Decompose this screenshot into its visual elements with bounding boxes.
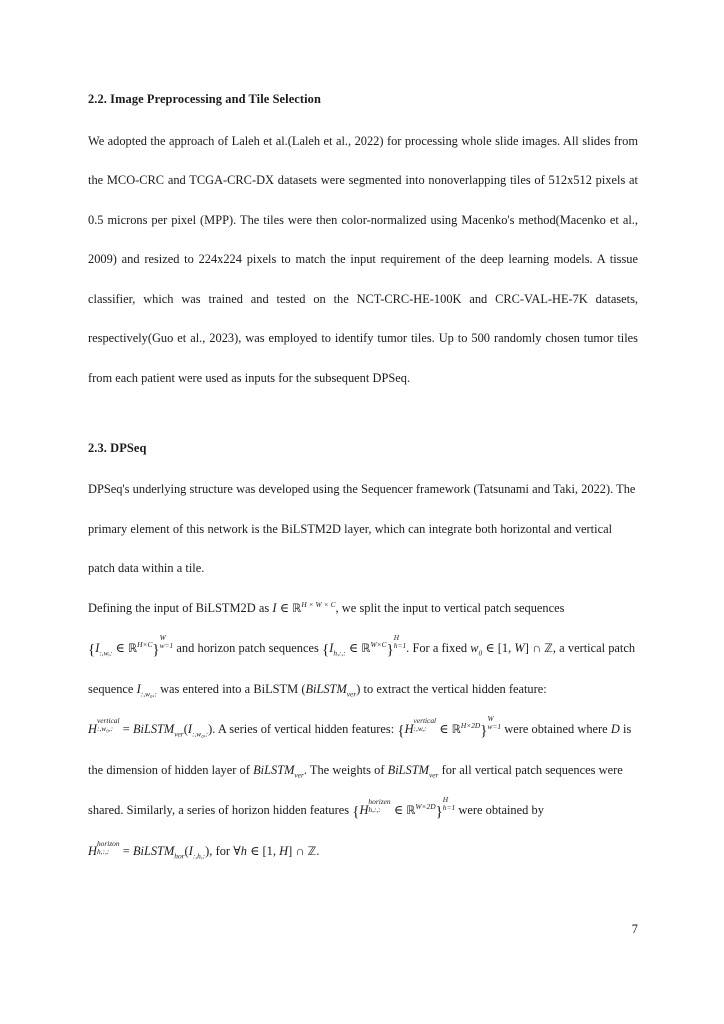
math-expr-bilstm-ver-1: BiLSTM$_{ver}$	[305, 681, 357, 699]
page-number: 7	[631, 922, 638, 936]
math-expr-w0: $w_0$	[470, 640, 483, 658]
section-spacer	[88, 399, 638, 441]
math-text-13: were obtained by	[458, 802, 544, 817]
math-expr-horizon-seq: {$I_{h,:,:}$ ∈ ℝ$^{W\times C}$} H h=1	[322, 632, 407, 658]
math-text-6: was entered into a BiLSTM (	[160, 681, 306, 696]
math-expr-integers-1: ℤ	[544, 640, 553, 655]
math-text-12: for all vertical patch sequences were shared. Similarly, a series of horizon hidden features	[88, 762, 623, 817]
math-expr-integers-2: ℤ	[307, 843, 317, 858]
math-text-4: . For a fixed	[406, 640, 468, 655]
math-expr-hhorizon-def: H horizon h,:,: = $BiLSTM_{hor}(I_{:,h,:})$	[88, 838, 210, 861]
math-paragraph	[88, 589, 638, 872]
math-op-in-15: ∈	[250, 843, 260, 858]
section-heading-2-3: 2.3. DPSeq	[88, 440, 147, 455]
math-op-cap-16: ∩	[295, 843, 305, 858]
page-content	[88, 92, 638, 871]
math-expr-interval-h: [1, H]	[262, 843, 293, 858]
math-text-14: , for	[209, 843, 231, 858]
math-expr-I-w0: $I_{:,w_0,:}$	[136, 681, 157, 699]
math-expr-forall-h: ∀h	[233, 843, 247, 858]
math-text-16: .	[316, 843, 320, 858]
math-text-7: ) to extract the vertical hidden feature:	[356, 681, 547, 696]
math-text-10: is the dimension of hidden layer of	[88, 721, 632, 777]
math-op-in-1: ∈	[279, 600, 289, 615]
math-text-2: , we split the input to vertical patch sequences	[335, 600, 565, 615]
math-text-1: Defining the input of BiLSTM2D as	[88, 600, 270, 615]
math-expr-bilstm-ver-2: BiLSTM$_{ver}$	[253, 762, 304, 780]
math-text-5: , a vertical patch sequence	[88, 640, 636, 696]
section-heading-2-2: 2.2. Image Preprocessing and Tile Selection	[88, 92, 321, 106]
math-text-9: were obtained where	[504, 721, 608, 736]
math-expr-input-I: I	[272, 600, 277, 615]
math-expr-vertical-seq: {$I_{:,w,:}$ ∈ ℝ$^{H\times C}$} W w=1	[88, 632, 174, 658]
section-paragraph-2-3: DPSeq's underlying structure was developed using the Sequencer framework (Tatsunami and Taki, 2022). The primary element of this network is the BiLSTM2D layer, which can integrate both horizontal and vertical patch data within a tile.	[88, 482, 636, 576]
math-expr-hhorizen-series: {H horizen h,:,: ∈ ℝ$^{W\times 2D}$} H h=1	[352, 794, 456, 820]
math-expr-hvertical-series: {H vertical :,w,: ∈	[397, 716, 449, 739]
math-expr-real-1: ℝ$^{H \times W \times C}$	[292, 599, 336, 615]
math-expr-D: D	[610, 721, 620, 736]
math-op-cap-4: ∩	[532, 640, 542, 655]
math-text-3: and horizon patch sequences	[176, 640, 319, 655]
math-text-11: . The weights of	[303, 762, 385, 777]
math-expr-real-h2d: ℝ$^{H\times 2D}$} W w=1	[451, 713, 502, 739]
math-op-in-4: ∈	[485, 640, 495, 655]
section-paragraph-2-2: We adopted the approach of Laleh et al.(Laleh et al., 2022) for processing whole slide images. All slides from the MCO-CRC and TCGA-CRC-DX datasets were segmented into nonoverlapping tiles of 512x512 pixels at 0.5 microns per pixel (MPP). The tiles were then color-normalized using Macenko's method(Macenko et al., 2009) and resized to 224x224 pixels to match the input requirement of the deep learning models. A tissue classifier, which was trained and tested on the NCT-CRC-HE-100K and CRC-VAL-HE-7K datasets, respectively(Guo et al., 2023), was employed to identify tumor tiles. Up to 500 randomly chosen tumor tiles from each patient were used as inputs for the subsequent DPSeq.	[88, 133, 638, 386]
math-expr-bilstm-ver-3: BiLSTM$_{ver}$	[387, 762, 439, 780]
math-expr-hvertical-def: H vertical :,w₀,: = $BiLSTM_{ver}(I_{:,w_0,:})$	[88, 716, 213, 739]
math-text-8: . A series of vertical hidden features:	[212, 721, 395, 736]
math-expr-interval-w: [1, W]	[497, 640, 529, 655]
